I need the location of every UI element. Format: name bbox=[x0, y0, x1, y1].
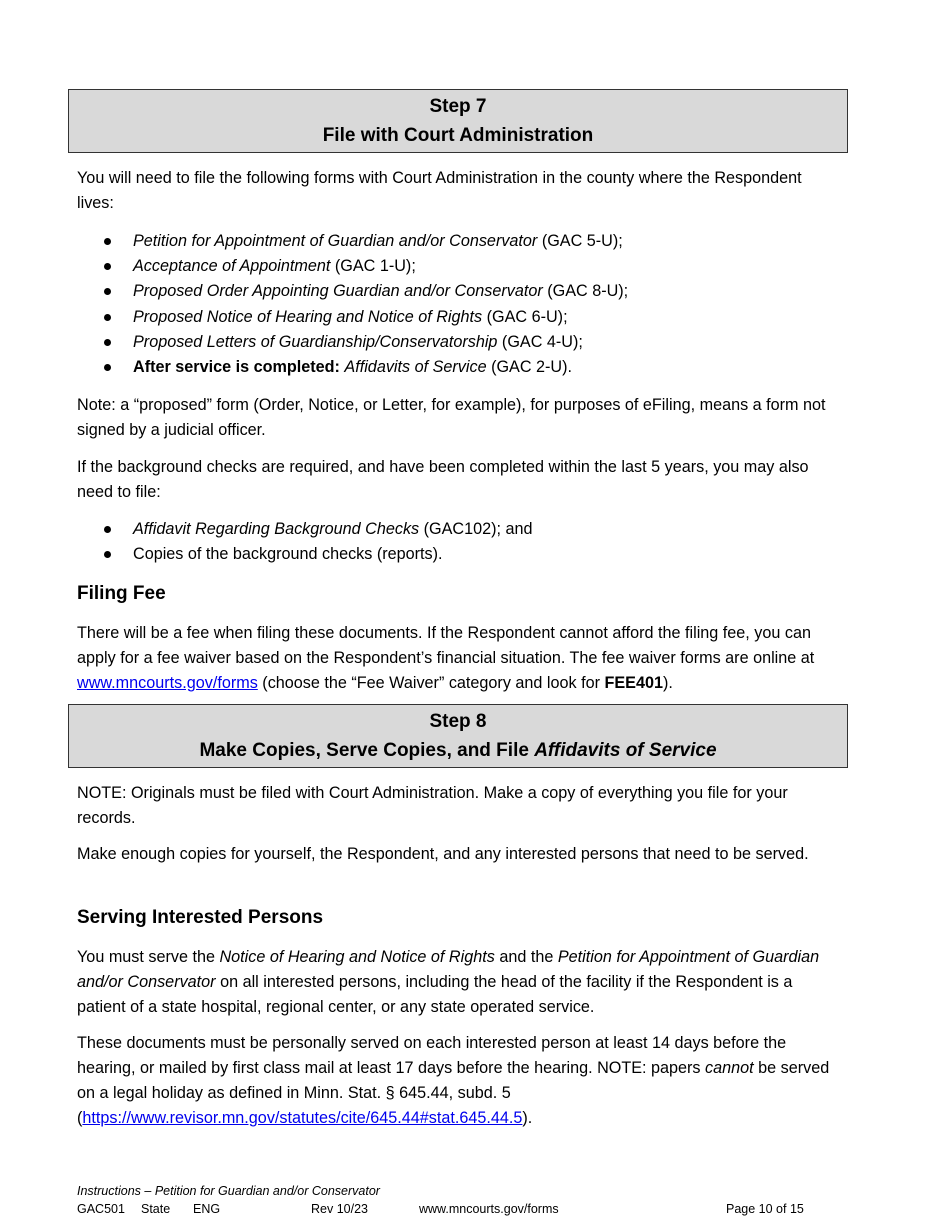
form-code: (GAC 6-U); bbox=[482, 307, 568, 326]
filing-fee-heading: Filing Fee bbox=[77, 583, 166, 604]
serving-heading: Serving Interested Persons bbox=[77, 907, 324, 928]
form-code: (GAC 4-U); bbox=[497, 332, 583, 351]
footer-code: GAC501 bbox=[77, 1202, 125, 1216]
step7-number: Step 7 bbox=[429, 96, 487, 117]
form-name: Petition for Appointment of Guardian and/or Conservator bbox=[133, 232, 538, 250]
step8-title-italic: Affidavits of Service bbox=[534, 740, 717, 761]
form-code: (GAC102); and bbox=[419, 520, 533, 538]
serve-paragraph bbox=[77, 945, 837, 1020]
bullet-icon bbox=[104, 263, 111, 270]
step7-title: File with Court Administration bbox=[322, 125, 594, 146]
form-name: Proposed Letters of Guardianship/Conservatorship bbox=[133, 332, 498, 351]
form-code: (GAC 1-U); bbox=[330, 257, 416, 276]
step8-title bbox=[69, 736, 847, 765]
bullet-icon bbox=[104, 364, 111, 371]
personal-service-paragraph bbox=[77, 1031, 837, 1131]
forms-link[interactable]: www.mncourts.gov/forms bbox=[77, 674, 258, 692]
footer-website: www.mncourts.gov/forms bbox=[419, 1202, 559, 1216]
statute-link[interactable]: https://www.revisor.mn.gov/statutes/cite/645.44#stat.645.44.5 bbox=[82, 1109, 523, 1127]
list-item bbox=[77, 305, 837, 330]
cannot-emphasis: cannot bbox=[705, 1059, 754, 1077]
proposed-note: Note: a “proposed” form (Order, Notice, or Letter, for example), for purposes of eFiling, means a form not signed by a judicial officer. bbox=[77, 396, 826, 439]
originals-note: NOTE: Originals must be filed with Court Administration. Make a copy of everything you file for your records. bbox=[77, 784, 788, 827]
step7-forms-list bbox=[77, 229, 837, 380]
form-name: Acceptance of Appointment bbox=[133, 257, 331, 276]
form-name: Proposed Notice of Hearing and Notice of Rights bbox=[133, 307, 483, 326]
bullet-icon bbox=[104, 314, 111, 321]
filing-fee-text: (choose the “Fee Waiver” category and look for bbox=[257, 674, 605, 692]
form-code: (GAC 5-U); bbox=[537, 232, 623, 250]
filing-fee-text: There will be a fee when filing these documents. If the Respondent cannot afford the filing fee, you can apply for a fee waiver based on the Respondent’s financial situation. The fee waiver forms are online at bbox=[77, 624, 815, 667]
list-item bbox=[77, 330, 837, 355]
list-item bbox=[77, 279, 837, 304]
list-item bbox=[77, 542, 837, 567]
filing-fee-paragraph bbox=[77, 621, 837, 696]
personal-text: These documents must be personally served on each interested person at least 14 days before the hearing, or mailed by first class mail at least 17 days before the hearing. NOTE: papers bbox=[77, 1034, 787, 1077]
serve-text: You must serve the bbox=[77, 948, 220, 966]
serve-doc: Petition for Appointment of Guardian and/or Conservator bbox=[77, 948, 820, 991]
form-name: Affidavit Regarding Background Checks bbox=[133, 520, 420, 538]
form-name: Affidavits of Service bbox=[344, 358, 487, 377]
step8-header bbox=[68, 704, 848, 768]
serve-text: and the bbox=[494, 948, 558, 966]
form-name: Proposed Order Appointing Guardian and/or Conservator bbox=[133, 282, 543, 301]
list-item bbox=[77, 355, 837, 380]
copies-paragraph: Make enough copies for yourself, the Respondent, and any interested persons that need to be served. bbox=[77, 845, 809, 863]
serve-doc: Notice of Hearing and Notice of Rights bbox=[219, 948, 495, 966]
bullet-icon bbox=[104, 551, 111, 558]
list-item bbox=[77, 229, 837, 254]
form-code: (GAC 2-U). bbox=[486, 358, 573, 377]
background-list bbox=[77, 517, 837, 567]
footer-jurisdiction: State bbox=[141, 1202, 171, 1216]
form-prefix: After service is completed: bbox=[133, 358, 340, 377]
list-item bbox=[77, 517, 837, 542]
bullet-icon bbox=[104, 288, 111, 295]
list-text: Copies of the background checks (reports). bbox=[133, 545, 443, 564]
bullet-icon bbox=[104, 238, 111, 245]
step8-title-plain: Make Copies, Serve Copies, and File bbox=[199, 740, 535, 761]
background-intro: If the background checks are required, and have been completed within the last 5 years, you may also need to file: bbox=[77, 458, 809, 501]
fee-form-code: FEE401 bbox=[604, 674, 663, 692]
step8-number: Step 8 bbox=[429, 711, 487, 732]
serve-text: on all interested persons, including the head of the facility if the Respondent is a patient of a state hospital, regional center, or any state operated service. bbox=[77, 973, 793, 1016]
filing-fee-text: ). bbox=[663, 674, 673, 692]
form-code: (GAC 8-U); bbox=[542, 282, 629, 301]
bullet-icon bbox=[104, 339, 111, 346]
footer-doc-title: Instructions – Petition for Guardian and/or Conservator bbox=[77, 1184, 380, 1198]
footer-language: ENG bbox=[193, 1202, 221, 1216]
footer-revision: Rev 10/23 bbox=[311, 1202, 368, 1216]
step7-intro: You will need to file the following forms with Court Administration in the county where the Respondent lives: bbox=[77, 169, 802, 212]
footer-page-number: Page 10 of 15 bbox=[726, 1202, 804, 1216]
personal-text: ). bbox=[522, 1109, 533, 1127]
list-item bbox=[77, 254, 837, 279]
bullet-icon bbox=[104, 526, 111, 533]
step7-header bbox=[68, 89, 848, 153]
personal-text: be served on a legal holiday as defined in Minn. Stat. § 645.44, subd. 5 ( bbox=[77, 1059, 830, 1127]
